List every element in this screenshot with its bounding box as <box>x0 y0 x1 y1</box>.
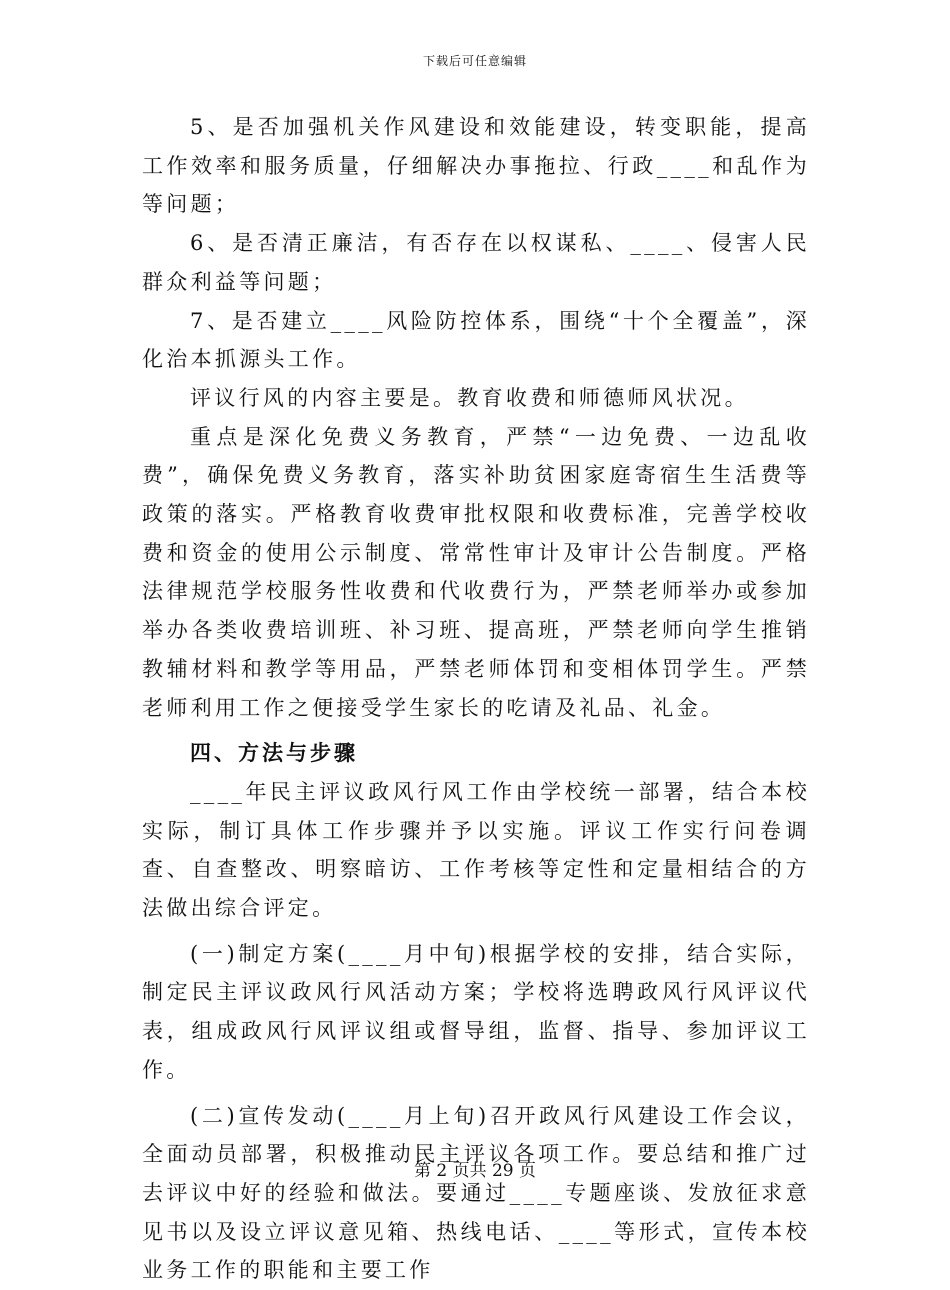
paragraph-item-6: 6、是否清正廉洁，有否存在以权谋私、____、侵害人民群众利益等问题； <box>142 231 810 294</box>
paragraph-step-2: (二)宣传发动(____月上旬)召开政风行风建设工作会议，全面动员部署，积极推动民主评议各项工作。要总结和推广过去评议中好的经验和做法。要通过____专题座谈、发放征求意见书以及设立评议意见箱、热线电话、____等形式，宣传本校业务工作的职能和主要工作 <box>142 1103 810 1283</box>
paragraph-step-1: (一)制定方案(____月中旬)根据学校的安排，结合实际，制定民主评议政风行风活动方案；学校将选聘政风行风评议代表，组成政风行风评议组或督导组，监督、指导、参加评议工作。 <box>142 941 810 1082</box>
document-body <box>142 108 810 1290</box>
section-heading-methods: 四、方法与步骤 <box>190 741 358 766</box>
page-number-footer: 第 2 页共 29 页 <box>413 1161 537 1181</box>
paragraph-review-content: 评议行风的内容主要是。教育收费和师德师风状况。 <box>190 385 749 410</box>
paragraph-key-points: 重点是深化免费义务教育，严禁“一边免费、一边乱收费”，确保免费义务教育，落实补助贫困家庭寄宿生生活费等政策的落实。严格教育收费审批权限和收费标准，完善学校收费和资金的使用公示制度、常常性审计及审计公告制度。严格法律规范学校服务性收费和代收费行为，严禁老师举办或参加举办各类收费培训班、补习班、提高班，严禁老师向学生推销教辅材料和教学等用品，严禁老师体罚和变相体罚学生。严禁老师利用工作之便接受学生家长的吃请及礼品、礼金。 <box>142 424 810 720</box>
page-header: 下载后可任意编辑 <box>422 54 527 68</box>
paragraph-methods-intro: ____年民主评议政风行风工作由学校统一部署，结合本校实际，制订具体工作步骤并予以实施。评议工作实行问卷调查、自查整改、明察暗访、工作考核等定性和定量相结合的方法做出综合评定。 <box>142 779 810 921</box>
paragraph-item-5: 5、是否加强机关作风建设和效能建设，转变职能，提高工作效率和服务质量，仔细解决办事拖拉、行政____和乱作为等问题； <box>142 115 810 217</box>
paragraph-item-7: 7、是否建立____风险防控体系，围绕“十个全覆盖”，深化治本抓源头工作。 <box>142 308 810 372</box>
